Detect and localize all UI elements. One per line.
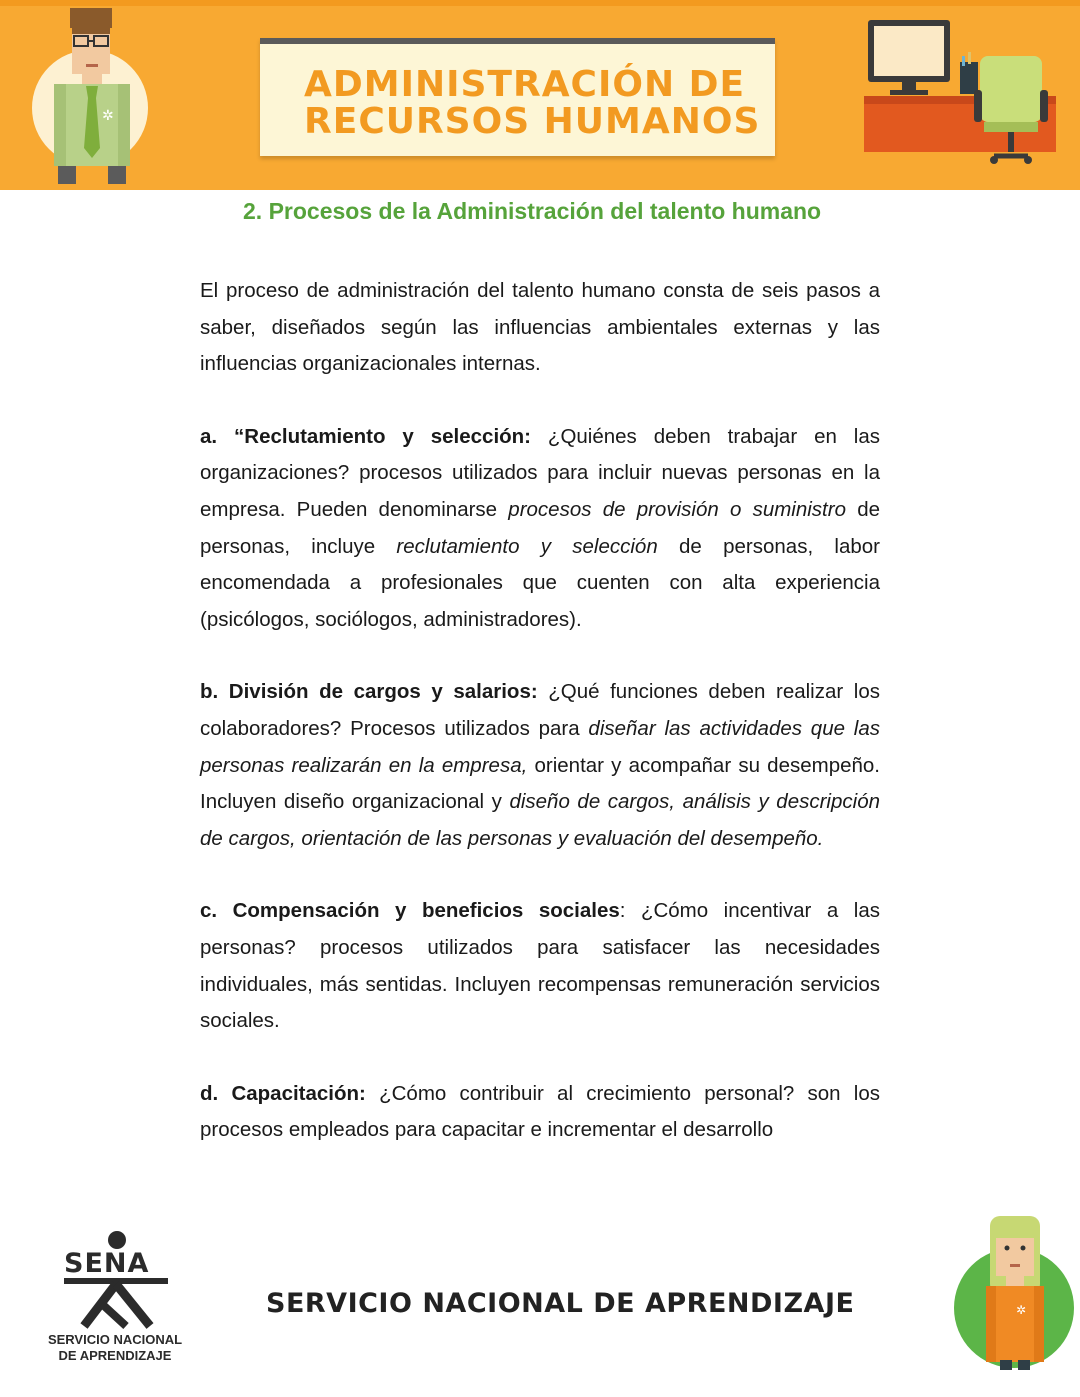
sena-logo-subtitle-line-1: SERVICIO NACIONAL — [47, 1332, 183, 1347]
paragraph-a — [200, 419, 880, 639]
paragraph-a-italic-2: reclutamiento y selección — [396, 534, 658, 558]
sena-logo-subtitle — [40, 1332, 190, 1364]
paragraph-d — [200, 1076, 880, 1149]
paragraph-a-text-2: de personas, incluye — [200, 497, 880, 558]
title-line-2: RECURSOS HUMANOS — [304, 101, 761, 142]
svg-text:✲: ✲ — [1016, 1303, 1027, 1317]
paragraph-b-italic-2: diseño de cargos, análisis y descripción de cargos, orientación de las personas y evaluación del desempeño. — [200, 790, 880, 850]
section-title: 2. Procesos de la Administración del talento humano — [243, 198, 822, 224]
paragraph-b-text-2: orientar y acompañar su desempeño. Incluyen diseño organizacional y — [200, 753, 881, 814]
paragraph-b-italic-1: diseñar las actividades que las personas realizarán en la empresa, — [200, 716, 880, 777]
title-line-1: ADMINISTRACIÓN DE — [304, 64, 746, 105]
footer-institution-name: SERVICIO NACIONAL DE APRENDIZAJE — [266, 1288, 855, 1319]
page-header — [0, 0, 1080, 190]
office-desk-illustration — [860, 16, 1065, 166]
office-man-illustration — [28, 8, 158, 188]
title-banner — [260, 38, 775, 156]
paragraph-a-text-1: ¿Quiénes deben trabajar en las organizaciones? procesos utilizados para incluir nuevas personas en la empresa. Pueden denominarse — [200, 424, 880, 521]
intro-text: El proceso de administración del talento humano consta de seis pasos a saber, diseñados según las influencias ambientales externas y las influencias organizacionales internas. — [200, 279, 880, 376]
svg-text:✲: ✲ — [102, 108, 114, 124]
sena-logo-word: SENA — [64, 1248, 150, 1279]
paragraph-c-label: c. Compensación y beneficios sociales — [200, 899, 620, 923]
intro-paragraph — [200, 273, 880, 383]
paragraph-b-text-1: ¿Qué funciones deben realizar los colaboradores? Procesos utilizados para — [200, 680, 880, 740]
sena-logo-subtitle-line-2: DE APRENDIZAJE — [58, 1348, 172, 1363]
header-stripe — [0, 0, 1080, 6]
paragraph-b-label: b. División de cargos y salarios: — [200, 680, 538, 704]
paragraph-c — [200, 893, 880, 1039]
sena-logo-icon — [40, 1230, 190, 1330]
document-body — [200, 273, 880, 1149]
woman-illustration — [950, 1212, 1075, 1372]
paragraph-c-text-1: : ¿Cómo incentivar a las personas? procesos utilizados para satisfacer las necesidades individuales, más sentidas. Incluyen recompensas remuneración servicios sociales. — [200, 899, 880, 1033]
paragraph-d-text-1: ¿Cómo contribuir al crecimiento personal? son los procesos empleados para capacitar e incrementar el desarrollo — [200, 1081, 881, 1142]
sena-logo — [40, 1230, 190, 1370]
paragraph-a-italic-1: procesos de provisión o suministro — [508, 497, 846, 521]
paragraph-a-text-3: de personas, labor encomendada a profesionales que cuenten con alta experiencia (psicólogos, sociólogos, administradores). — [200, 534, 880, 631]
paragraph-a-label: a. “Reclutamiento y selección: — [200, 424, 532, 448]
paragraph-b — [200, 674, 880, 857]
paragraph-d-label: d. Capacitación: — [200, 1081, 366, 1105]
